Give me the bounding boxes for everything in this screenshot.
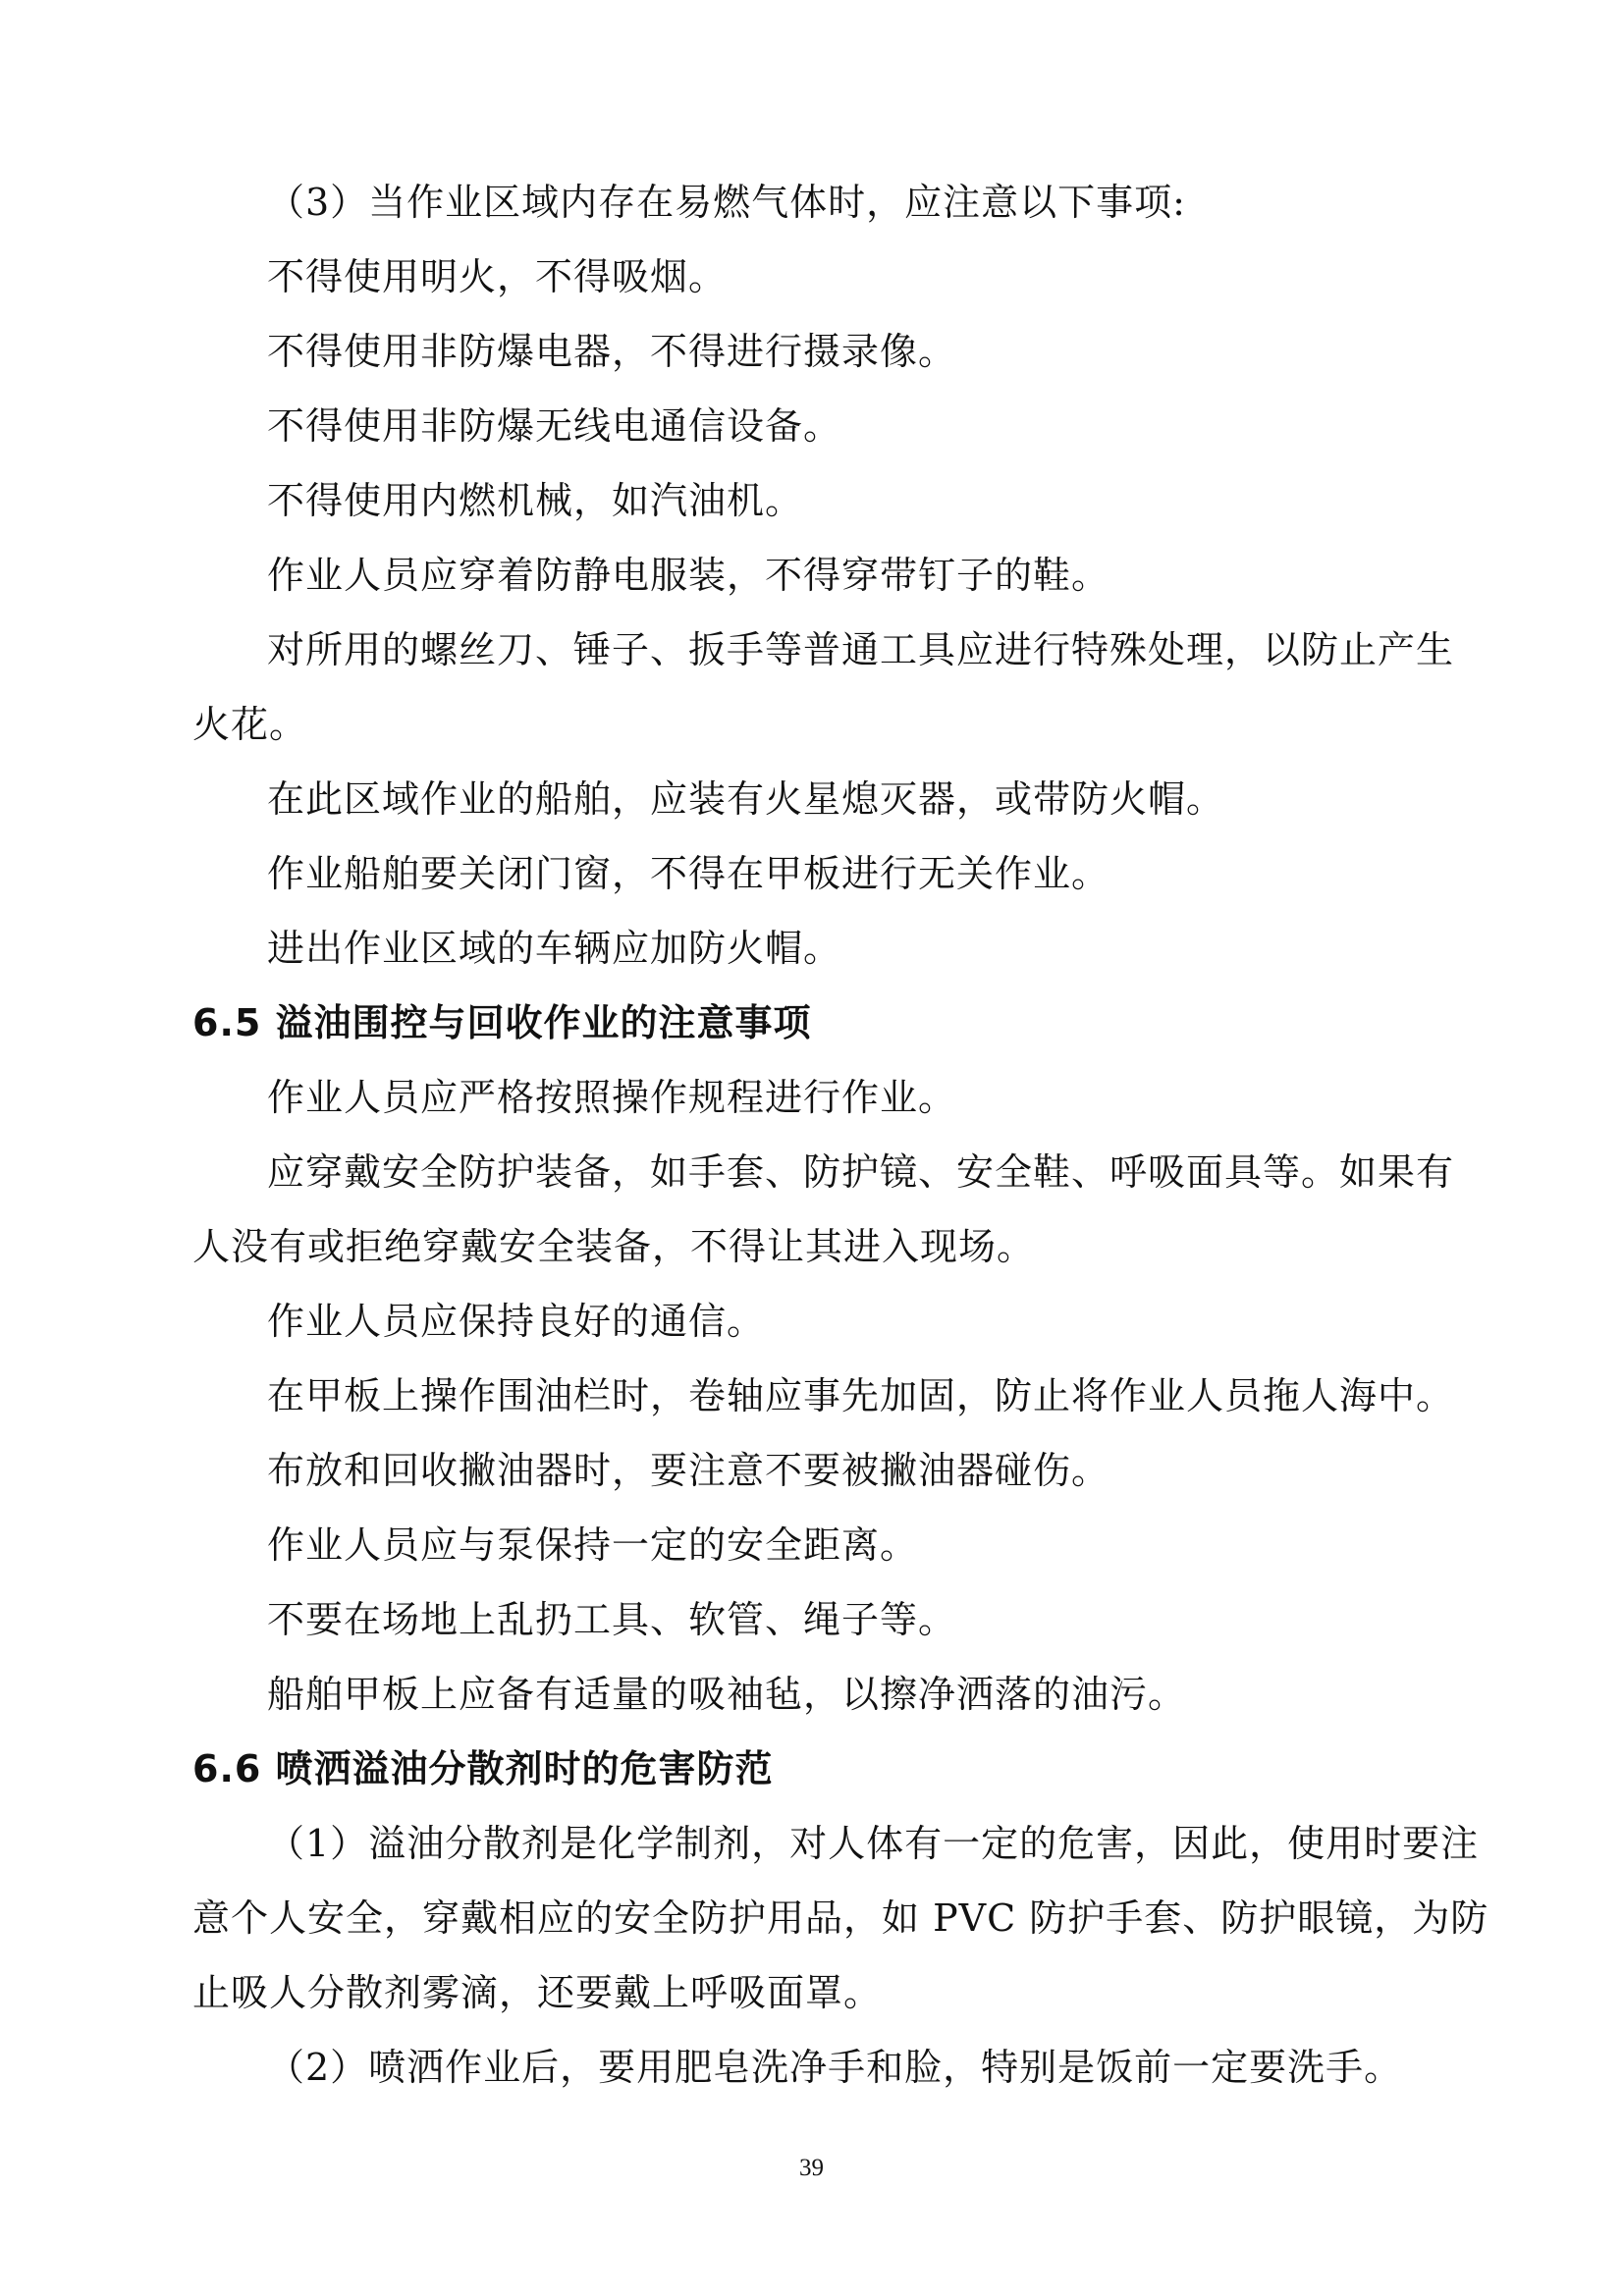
page-number: 39	[799, 2155, 824, 2181]
text-line: 不要在场地上乱扔工具、软管、绳子等。	[267, 1598, 957, 1641]
text-line: （3）当作业区域内存在易燃气体时，应注意以下事项:	[267, 181, 1186, 224]
section-heading-6-5: 6.5 溢油围控与回收作业的注意事项	[192, 1001, 812, 1044]
section-heading-6-6: 6.6 喷洒溢油分散剂时的危害防范	[192, 1747, 774, 1790]
text-line: （2）喷洒作业后，要用肥皂洗净手和脸，特别是饭前一定要洗手。	[267, 2046, 1403, 2089]
text-line: 作业船舶要关闭门窗，不得在甲板进行无关作业。	[267, 852, 1110, 895]
page-body	[192, 165, 1489, 2105]
text-line: 人没有或拒绝穿戴安全装备，不得让其进入现场。	[192, 1225, 1036, 1268]
text-line: 在此区域作业的船舶，应装有火星熄灭器，或带防火帽。	[267, 777, 1225, 821]
text-line: 意个人安全，穿戴相应的安全防护用品，如 PVC 防护手套、防护眼镜，为防	[192, 1896, 1489, 1940]
text-line: 作业人员应穿着防静电服装，不得穿带钉子的鞋。	[267, 554, 1110, 597]
text-line: 火花。	[192, 703, 308, 746]
text-line: （1）溢油分散剂是化学制剂，对人体有一定的危害，因此，使用时要注	[267, 1822, 1480, 1865]
text-line: 进出作业区域的车辆应加防火帽。	[267, 927, 842, 970]
text-line: 在甲板上操作围油栏时，卷轴应事先加固，防止将作业人员拖人海中。	[267, 1374, 1455, 1417]
text-line: 不得使用内燃机械，如汽油机。	[267, 479, 804, 522]
text-line: 不得使用非防爆无线电通信设备。	[267, 404, 842, 448]
text-line: 作业人员应保持良好的通信。	[267, 1300, 766, 1343]
text-line: 不得使用非防爆电器，不得进行摄录像。	[267, 330, 957, 373]
text-line: 布放和回收撇油器时，要注意不要被撇油器碰伤。	[267, 1449, 1110, 1492]
text-line: 作业人员应严格按照操作规程进行作业。	[267, 1076, 957, 1119]
text-line: 止吸人分散剂雾滴，还要戴上呼吸面罩。	[192, 1971, 883, 2014]
text-line: 应穿戴安全防护装备，如手套、防护镜、安全鞋、呼吸面具等。如果有	[267, 1150, 1455, 1194]
text-line: 作业人员应与泵保持一定的安全距离。	[267, 1523, 919, 1567]
text-line: 对所用的螺丝刀、锤子、扳手等普通工具应进行特殊处理，以防止产生	[267, 628, 1455, 671]
text-line: 船舶甲板上应备有适量的吸袖毡，以擦净洒落的油污。	[267, 1673, 1187, 1716]
text-line: 不得使用明火，不得吸烟。	[267, 255, 728, 298]
